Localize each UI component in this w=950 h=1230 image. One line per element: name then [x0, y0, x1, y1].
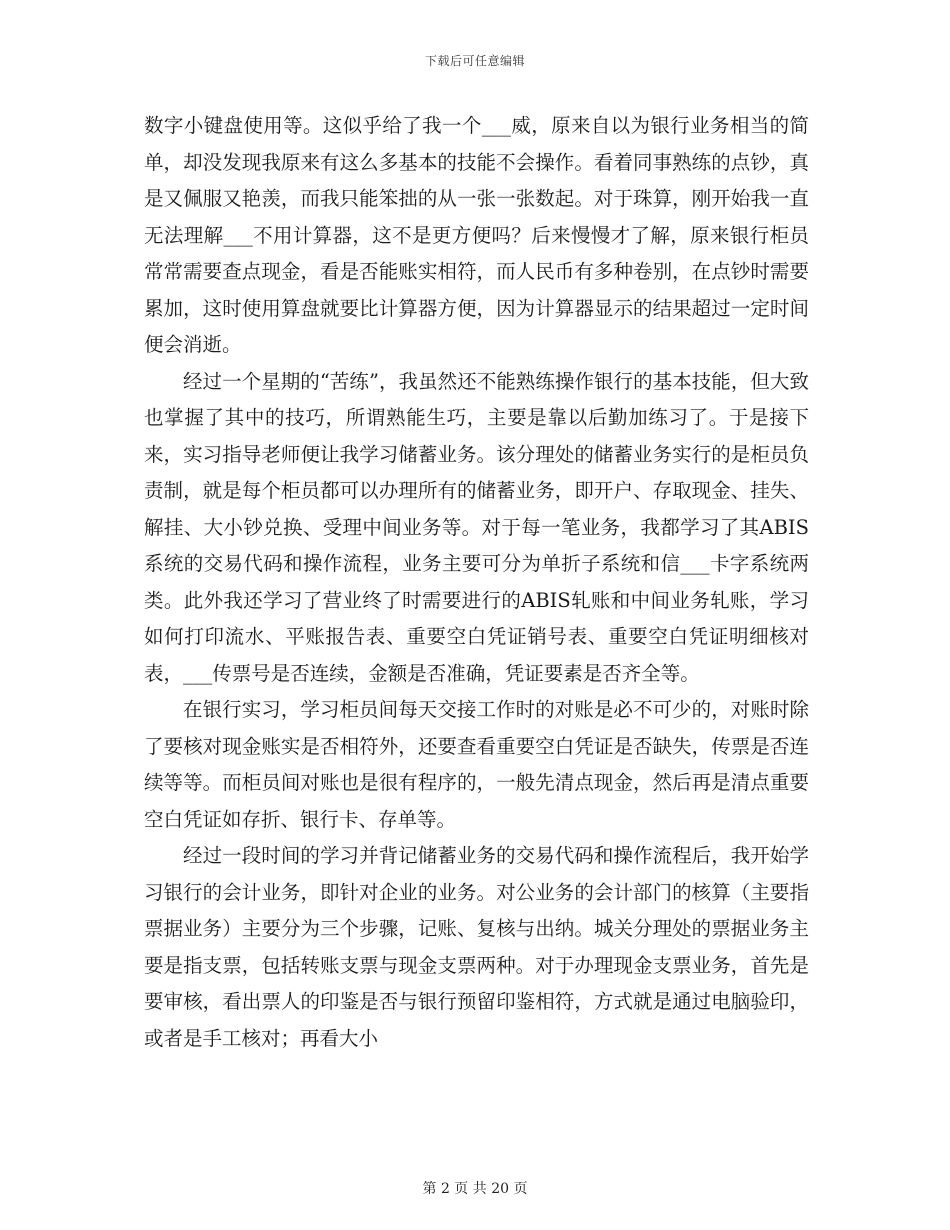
paragraph-1: 数字小键盘使用等。这似乎给了我一个___威，原来自以为银行业务相当的简单，却没发现我原来有这么多基本的技能不会操作。看着同事熟练的点钞，真是又佩服又艳羡，而我只能笨拙的从一张一张数起。对于珠算，刚开始我一直无法理解___不用计算器，这不是更方便吗？后来慢慢才了解，原来银行柜员常常需要查点现金，看是否能账实相符，而人民币有多种卷别，在点钞时需要累加，这时使用算盘就要比计算器方便，因为计算器显示的结果超过一定时间便会消逝。 [144, 114, 809, 356]
paragraph-4: 经过一段时间的学习并背记储蓄业务的交易代码和操作流程后，我开始学习银行的会计业务，即针对企业的业务。对公业务的会计部门的核算（主要指票据业务）主要分为三个步骤，记账、复核与出纳。城关分理处的票据业务主要是指支票，包括转账支票与现金支票两种。对于办理现金支票业务，首先是要审核，看出票人的印鉴是否与银行预留印鉴相符，方式就是通过电脑验印，或者是手工核对；再看大小 [144, 844, 809, 1050]
page-number: 第 2 页 共 20 页 [422, 1181, 528, 1197]
paragraph-2: 经过一个星期的“苦练”，我虽然还不能熟练操作银行的基本技能，但大致也掌握了其中的技巧，所谓熟能生巧，主要是靠以后勤加练习了。于是接下来，实习指导老师便让我学习储蓄业务。该分理处的储蓄业务实行的是柜员负责制，就是每个柜员都可以办理所有的储蓄业务，即开户、存取现金、挂失、解挂、大小钞兑换、受理中间业务等。对于每一笔业务，我都学习了其ABIS系统的交易代码和操作流程，业务主要可分为单折子系统和信___卡字系统两类。此外我还学习了营业终了时需要进行的ABIS轧账和中间业务轧账，学习如何打印流水、平账报告表、重要空白凭证销号表、重要空白凭证明细核对表，___传票号是否连续，金额是否准确，凭证要素是否齐全等。 [144, 369, 809, 685]
document-body [144, 108, 809, 1057]
page-header: 下载后可任意编辑 [424, 54, 525, 68]
paragraph-3: 在银行实习，学习柜员间每天交接工作时的对账是必不可少的，对账时除了要核对现金账实是否相符外，还要查看重要空白凭证是否缺失，传票是否连续等等。而柜员间对账也是很有程序的，一般先清点现金，然后再是清点重要空白凭证如存折、银行卡、存单等。 [144, 698, 809, 831]
